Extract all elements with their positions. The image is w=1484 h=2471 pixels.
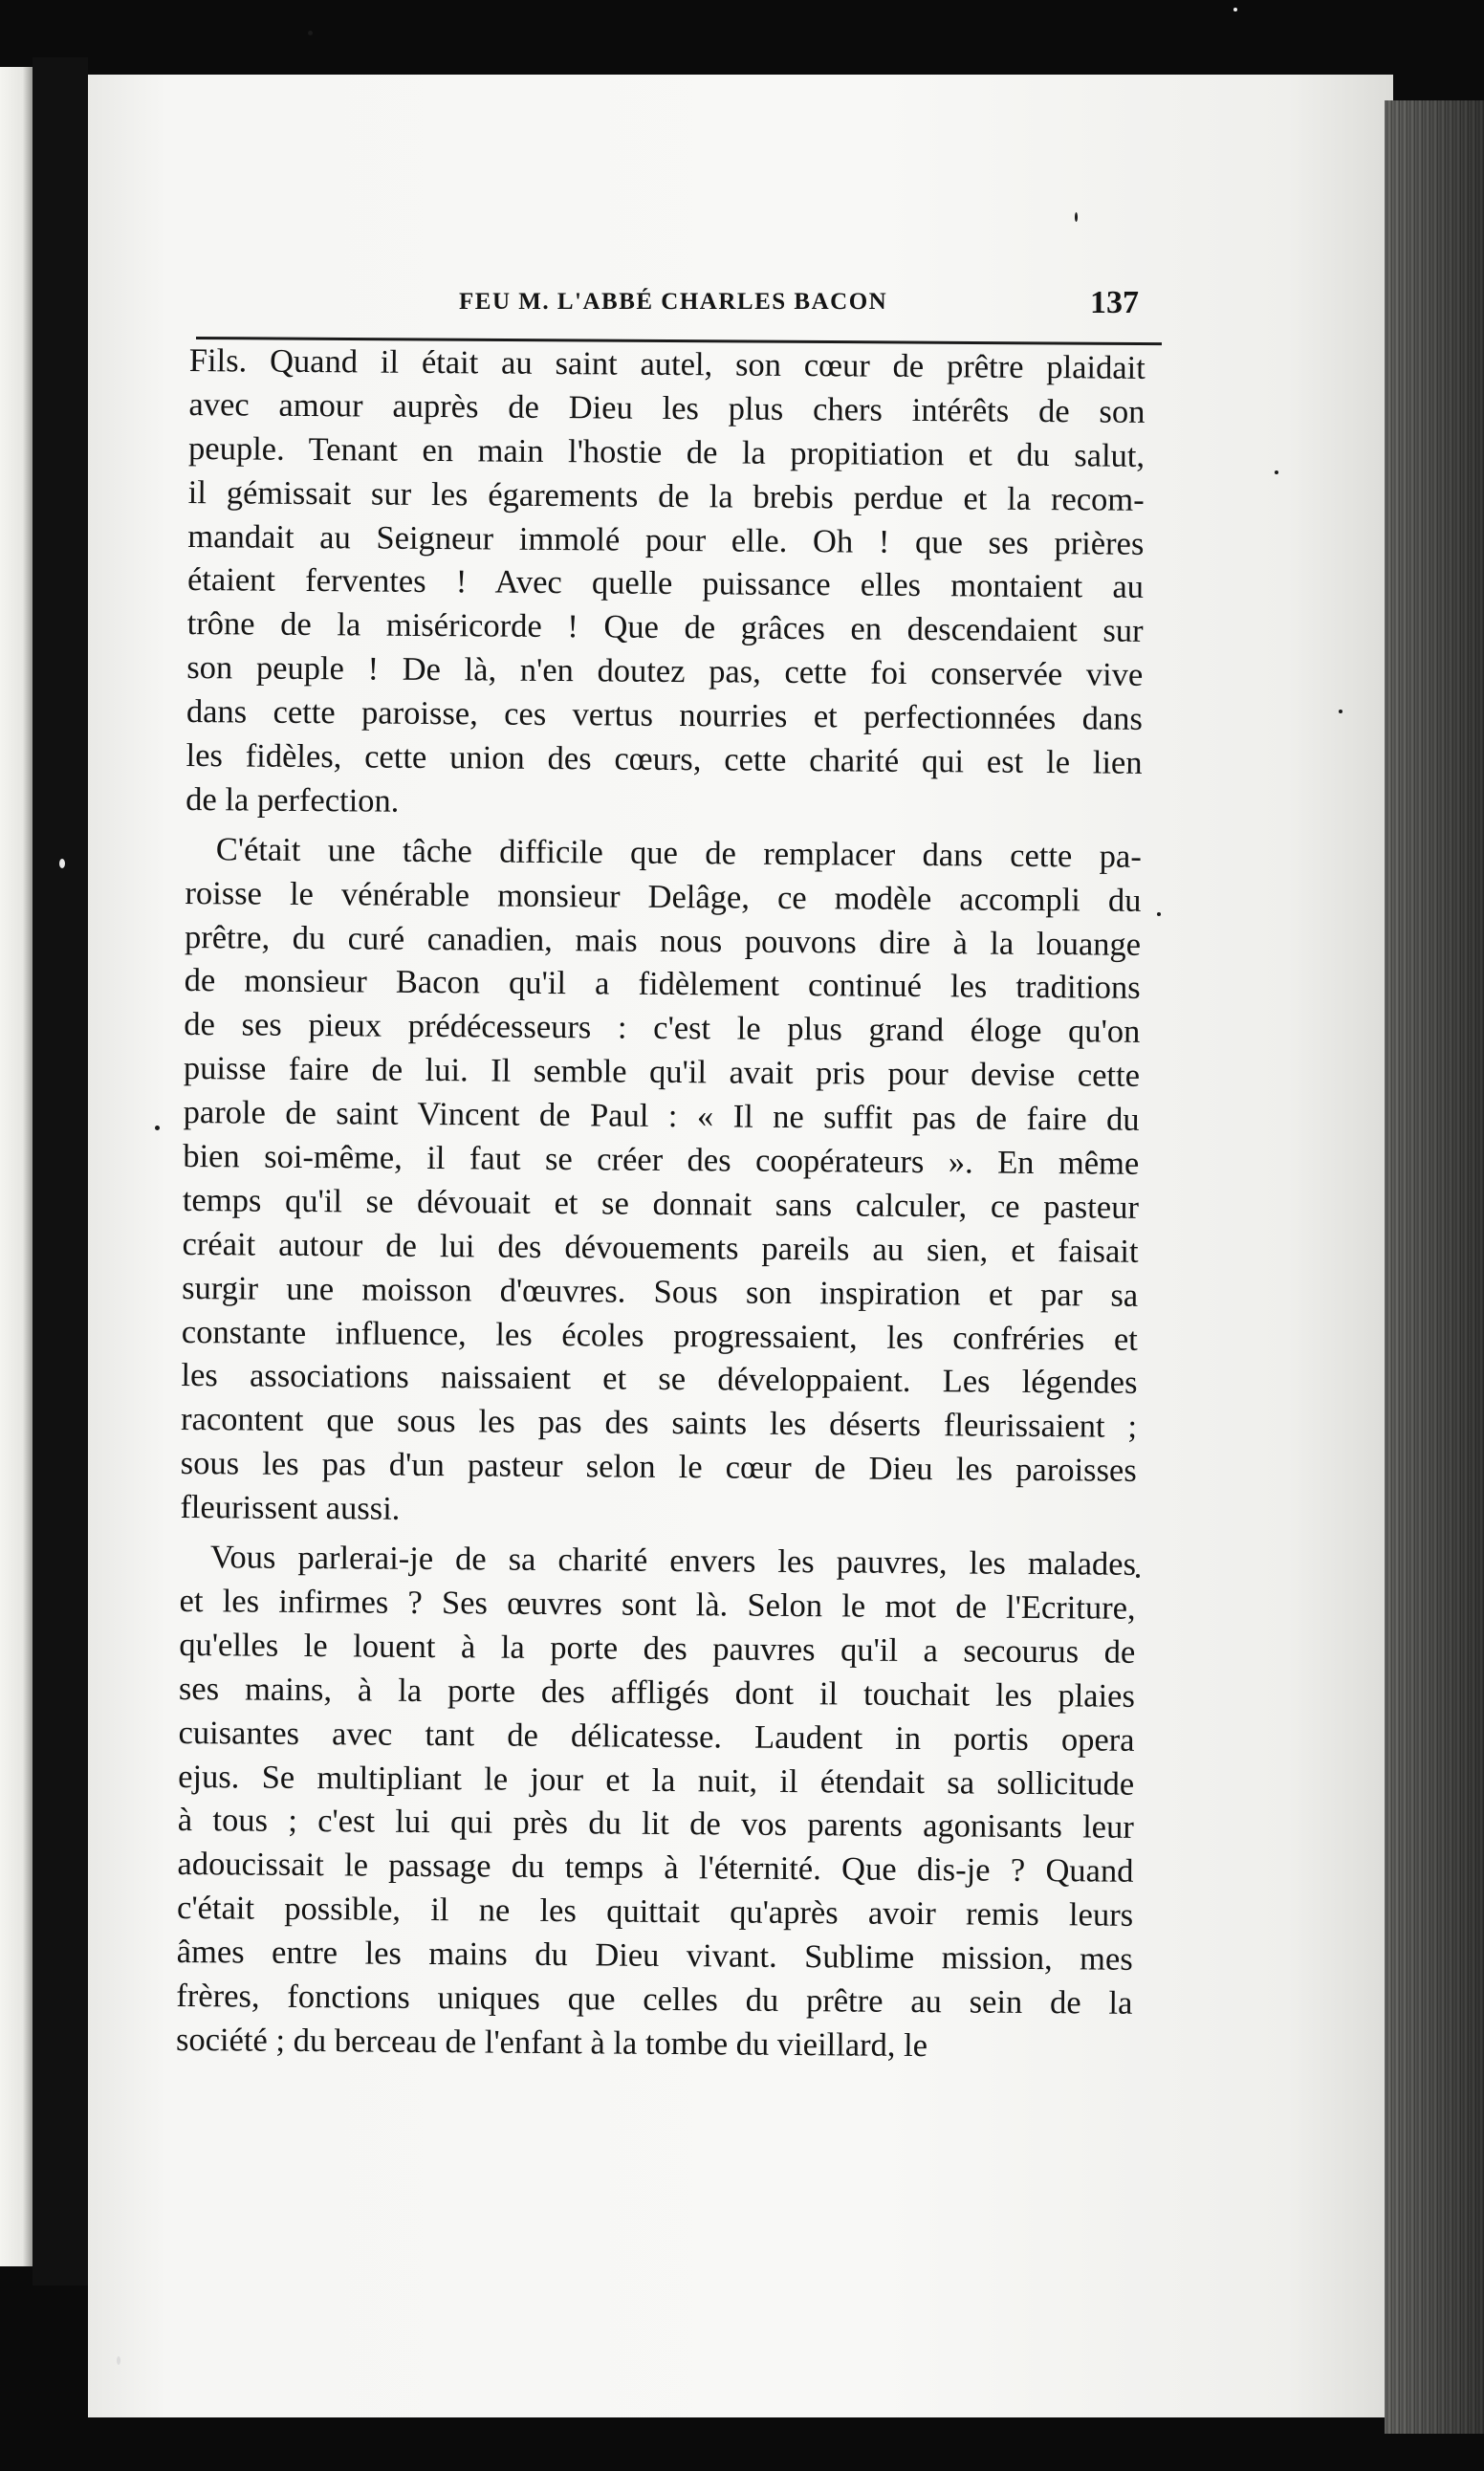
running-title: FEU M. L'ABBÉ CHARLES BACON <box>459 289 888 315</box>
paragraph <box>176 1536 1136 2070</box>
text-line: Fils. Quand il était au saint autel, son cœur de prêtre plaidait <box>188 341 1146 386</box>
text-line: constante influence, les écoles progressaient, les confréries et <box>181 1313 1138 1358</box>
page-stack-shadow <box>1385 100 1484 2434</box>
text-line: créait autour de lui des dévouements pareils au sien, et faisait <box>182 1225 1139 1270</box>
text-line: il gémissait sur les égarements de la brebis perdue et la recom- <box>187 473 1145 518</box>
text-line: de ses pieux prédécesseurs : c'est le plus grand éloge qu'on <box>184 1006 1141 1051</box>
text-line: racontent que sous les pas des saints les déserts fleurissaient ; <box>180 1401 1138 1446</box>
scan-speck <box>1136 1574 1140 1578</box>
text-line: bien soi-même, il faut se créer des coopérateurs ». En même <box>183 1138 1140 1182</box>
text-line: dans cette paroisse, ces vertus nourries et perfectionnées dans <box>186 693 1144 737</box>
scan-speck <box>1233 8 1237 11</box>
text-line: surgir une moisson d'œuvres. Sous son inspiration et par sa <box>182 1269 1139 1314</box>
scan-speck <box>59 859 65 868</box>
scan-speck <box>117 2356 120 2365</box>
text-line: les fidèles, cette union des cœurs, cette charité qui est le lien <box>186 737 1143 781</box>
scan-speck <box>1275 470 1278 474</box>
text-line: parole de saint Vincent de Paul : « Il ne suffit pas de faire du <box>183 1094 1140 1138</box>
text-line: frères, fonctions uniques que celles du prêtre au sein de la <box>176 1977 1133 2022</box>
text-line: société ; du berceau de l'enfant à la tombe du vieillard, le <box>175 2021 928 2064</box>
text-line: et les infirmes ? Ses œuvres sont là. Selon le mot de l'Ecriture, <box>179 1582 1136 1627</box>
text-line: puisse faire de lui. Il semble qu'il avait pris pour devise cette <box>183 1050 1141 1095</box>
text-line: étaient ferventes ! Avec quelle puissance elles montaient au <box>186 561 1145 606</box>
text-line: C'était une tâche difficile que de remplacer dans cette pa- <box>215 831 1142 875</box>
page-number: 137 <box>1090 285 1139 320</box>
text-line: ejus. Se multipliant le jour et la nuit, il étendait sa sollicitude <box>178 1758 1135 1803</box>
text-line: roisse le vénérable monsieur Delâge, ce modèle accompli du <box>185 874 1142 919</box>
text-line: avec amour auprès de Dieu les plus chers intérêts de son <box>188 385 1146 430</box>
text-line: de monsieur Bacon qu'il a fidèlement continué les traditions <box>184 962 1141 1007</box>
text-line: les associations naissaient et se développaient. Les légendes <box>181 1357 1138 1402</box>
text-line: à tous ; c'est lui qui près du lit de vos parents agonisants leur <box>177 1802 1134 1847</box>
text-line: âmes entre les mains du Dieu vivant. Sublime mission, mes <box>176 1934 1133 1978</box>
text-line: peuple. Tenant en main l'hostie de la propitiation et du salut, <box>187 429 1146 474</box>
text-line: prêtre, du curé canadien, mais nous pouvons dire à la louange <box>184 918 1142 963</box>
book-gutter <box>33 57 88 2285</box>
scan-speck <box>1157 912 1161 916</box>
text-line: cuisantes avec tant de délicatesse. Laudent in portis opera <box>178 1714 1135 1759</box>
text-line: ses mains, à la porte des affligés dont il touchait les plaies <box>178 1670 1136 1715</box>
text-line: son peuple ! De là, n'en doutez pas, cette foi conservée vive <box>186 649 1144 694</box>
text-line: trône de la miséricorde ! Que de grâces en descendaient sur <box>186 605 1144 650</box>
scan-speck <box>155 1126 160 1130</box>
text-line: fleurissent aussi. <box>180 1489 401 1527</box>
text-line: sous les pas d'un pasteur selon le cœur de Dieu les paroisses <box>180 1445 1137 1490</box>
text-line: c'était possible, il ne les quittait qu'après avoir remis leurs <box>176 1890 1134 1934</box>
text-line: de la perfection. <box>186 780 400 820</box>
text-line: Vous parlerai-je de sa charité envers les pauvres, les malades <box>209 1539 1137 1583</box>
text-line: temps qu'il se dévouait et se donnait sans calculer, ce pasteur <box>182 1181 1140 1226</box>
text-line: mandait au Seigneur immolé pour elle. Oh ! que ses prières <box>187 517 1145 562</box>
text-line: adoucissait le passage du temps à l'éternité. Que dis-je ? Quand <box>177 1846 1134 1891</box>
body-text <box>176 339 1146 2070</box>
scan-speck <box>1075 212 1078 222</box>
paragraph <box>186 339 1146 830</box>
scan-speck <box>1339 710 1342 713</box>
scan-speck <box>308 31 313 35</box>
facing-page-edge <box>0 67 33 2266</box>
text-line: qu'elles le louent à la porte des pauvres qu'il a secourus de <box>179 1626 1136 1671</box>
paragraph <box>180 828 1142 1538</box>
